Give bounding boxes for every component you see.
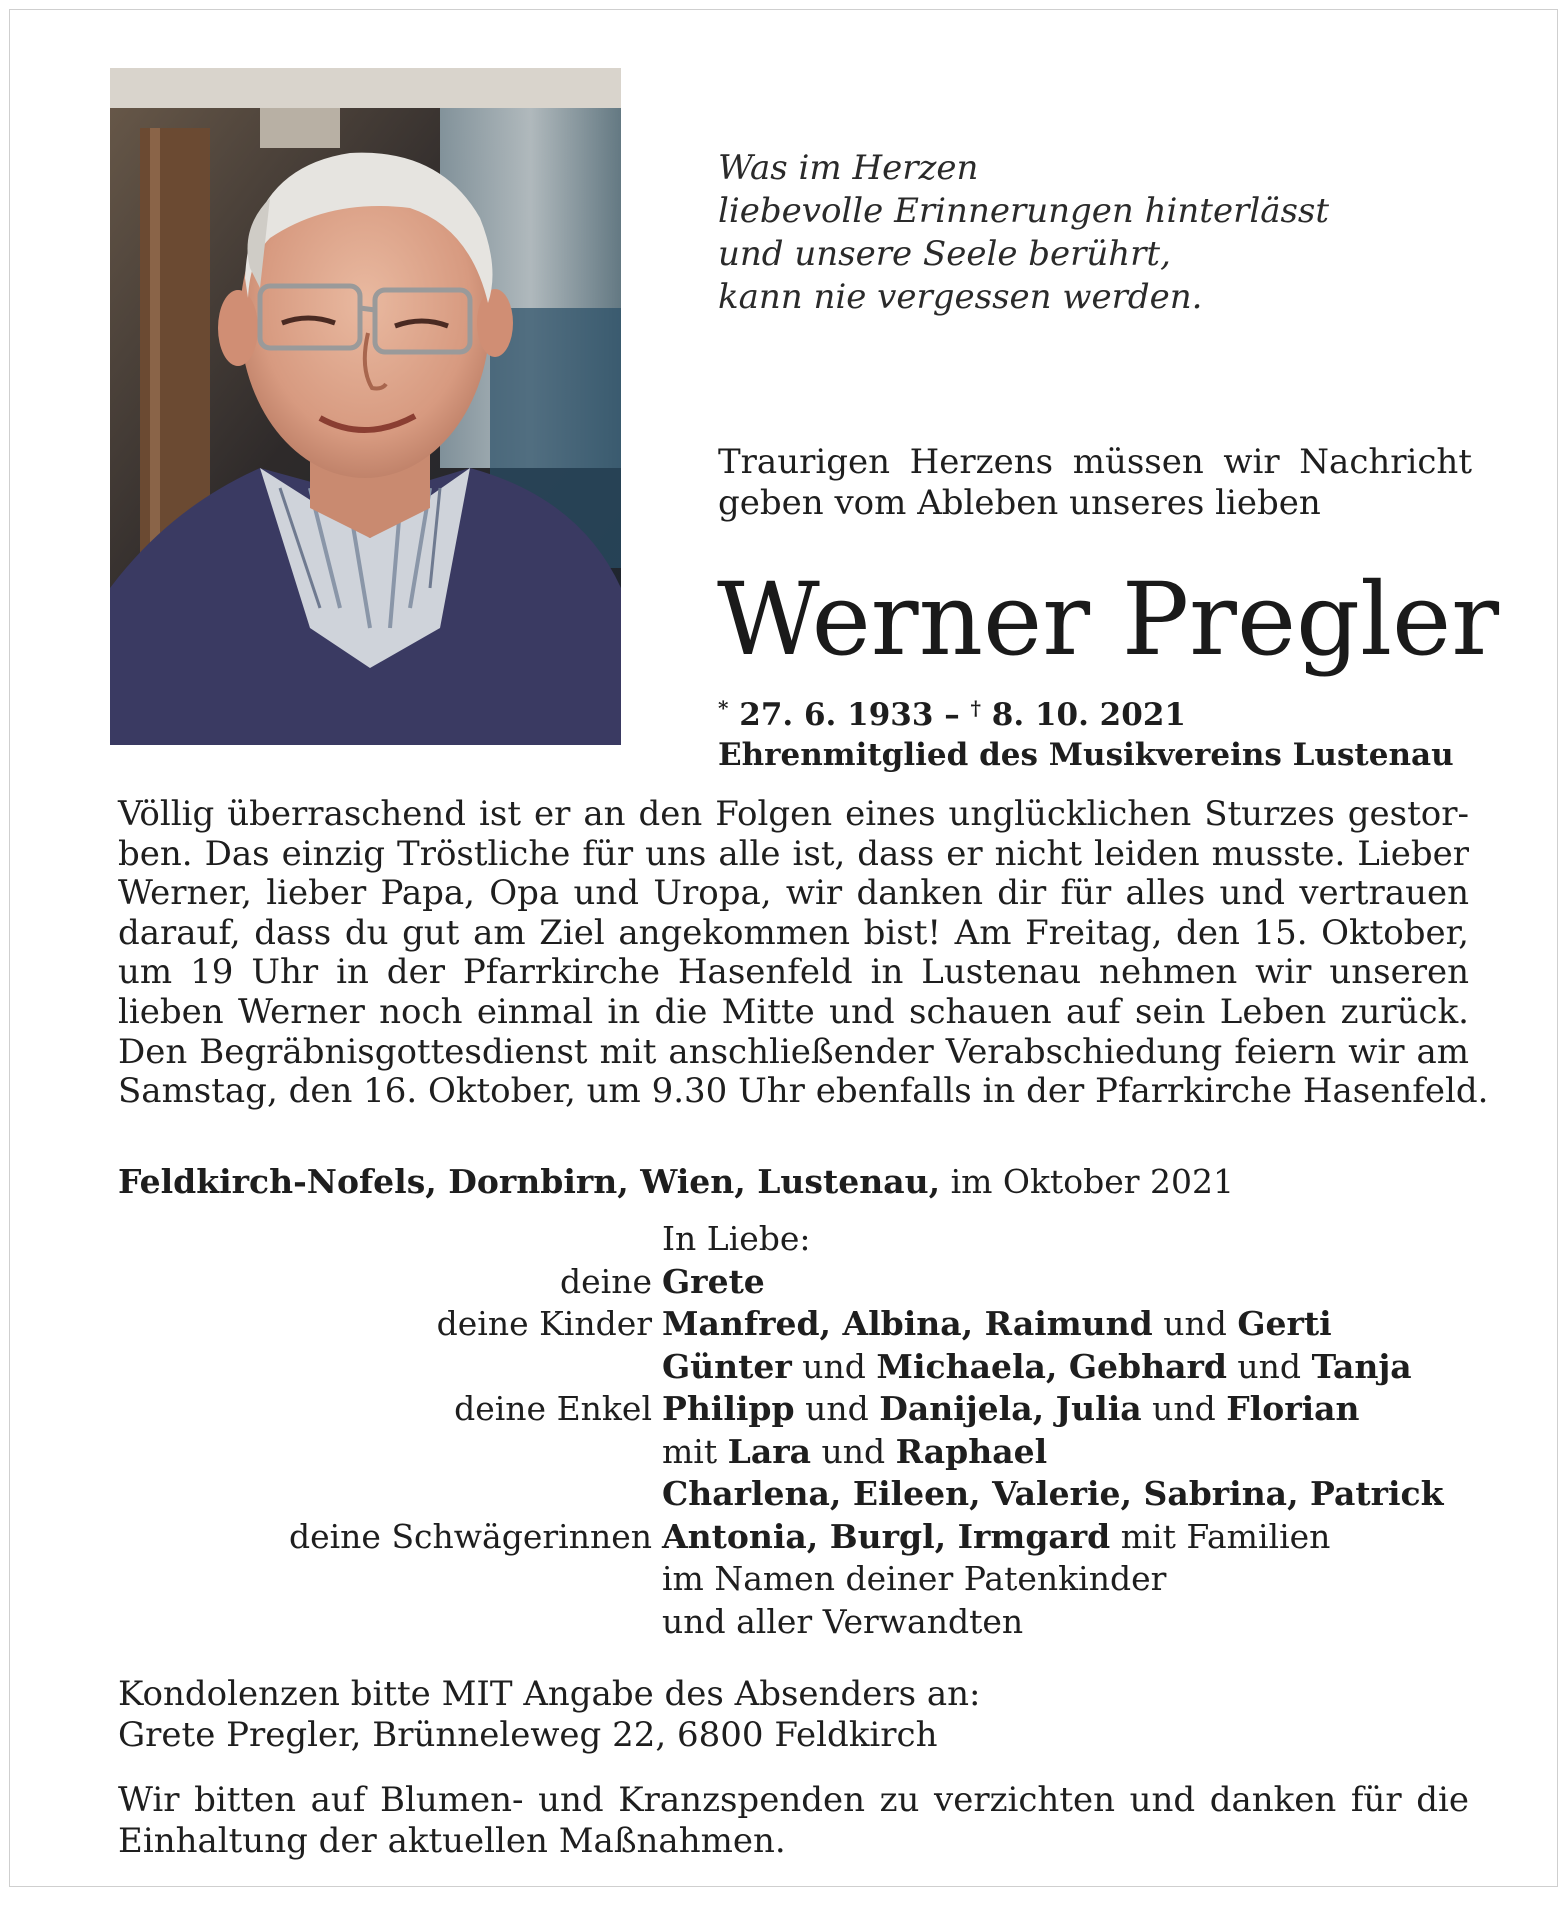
obituary-body xyxy=(118,794,1489,1112)
portrait-photo xyxy=(110,68,621,745)
honor-title: Ehrenmitglied des Musikvereins Lustenau xyxy=(718,737,1454,773)
family-members xyxy=(662,1431,1480,1474)
family-row xyxy=(110,1431,1480,1474)
member-name: Günter xyxy=(662,1346,792,1386)
family-relation-label xyxy=(110,1601,662,1644)
closing-line: Einhaltung der aktuellen Maßnahmen. xyxy=(118,1821,786,1861)
connector-text: im Namen deiner Patenkinder xyxy=(662,1559,1167,1598)
family-row xyxy=(110,1516,1480,1559)
body-line: ben. Das einzig Tröstliche für uns alle ist, dass er nicht leiden musste. Lieber xyxy=(118,833,1469,874)
family-members xyxy=(662,1601,1480,1644)
family-members xyxy=(662,1303,1480,1346)
connector-text: und xyxy=(794,1389,880,1428)
member-name: Gerti xyxy=(1237,1304,1332,1343)
member-name: Michaela, Gebhard xyxy=(876,1346,1227,1386)
birth-death-dates xyxy=(718,688,1518,735)
death-date: 8. 10. 2021 xyxy=(991,697,1186,733)
condolence-recipient: Grete Pregler, Brünneleweg 22, 6800 Feldkirch xyxy=(118,1715,938,1755)
date-dash: – xyxy=(944,697,960,733)
life-dates xyxy=(718,688,1518,775)
family-row xyxy=(110,1346,1480,1389)
body-line: Den Begräbnisgottesdienst mit anschließender Verabschiedung feiern wir am xyxy=(118,1031,1469,1072)
member-name: Grete xyxy=(662,1261,765,1301)
family-members xyxy=(662,1558,1480,1601)
intro-line: geben vom Ableben unseres lieben xyxy=(718,483,1321,523)
in-love-row xyxy=(110,1218,1480,1261)
place-and-date xyxy=(118,1162,1469,1202)
family-rows xyxy=(110,1261,1480,1644)
in-love-label: In Liebe: xyxy=(662,1219,811,1258)
family-relation-label xyxy=(110,1431,662,1474)
connector-text: und xyxy=(1152,1304,1238,1343)
birth-symbol: * xyxy=(718,696,729,720)
connector-text: mit Familien xyxy=(1110,1516,1331,1556)
birth-date: 27. 6. 1933 xyxy=(739,697,934,733)
member-name: Danijela, Julia xyxy=(879,1389,1142,1428)
family-relation-label xyxy=(110,1558,662,1601)
announcement-intro xyxy=(718,442,1472,524)
family-members xyxy=(662,1346,1480,1389)
body-line: Völlig überraschend ist er an den Folgen eines unglücklichen Sturzes gestor- xyxy=(118,794,1469,834)
death-symbol: † xyxy=(970,696,981,720)
member-name: Tanja xyxy=(1311,1346,1412,1386)
body-line: lieben Werner noch einmal in die Mitte und schauen auf sein Leben zurück. xyxy=(118,991,1469,1032)
member-name: Philipp xyxy=(662,1389,795,1428)
connector-text: mit xyxy=(662,1431,728,1471)
connector-text: und xyxy=(1141,1389,1227,1428)
family-members xyxy=(662,1388,1480,1431)
closing-line: Wir bitten auf Blumen- und Kranzspenden zu verzichten und danken für die xyxy=(118,1780,1469,1820)
family-relation-label: deine Enkel xyxy=(454,1389,652,1428)
connector-text: und xyxy=(810,1431,896,1471)
family-row xyxy=(110,1473,1480,1516)
motto-line: liebevolle Erinnerungen hinterlässt xyxy=(718,191,1330,231)
body-line: darauf, dass du gut am Ziel angekommen bist! Am Freitag, den 15. Oktober, xyxy=(118,912,1469,953)
connector-text: und aller Verwandten xyxy=(662,1601,1024,1641)
closing-note xyxy=(118,1780,1469,1862)
motto-line: Was im Herzen xyxy=(718,148,979,188)
member-name: Lara xyxy=(727,1431,811,1471)
family-relation-label xyxy=(110,1346,662,1389)
deceased-name: Werner Pregler xyxy=(717,561,1500,678)
body-line: Werner, lieber Papa, Opa und Uropa, wir danken dir für alles und vertrauen xyxy=(118,873,1469,914)
connector-text: und xyxy=(1226,1346,1312,1386)
family-row xyxy=(110,1601,1480,1644)
places: Feldkirch-Nofels, Dornbirn, Wien, Lustenau, xyxy=(118,1162,941,1201)
family-row xyxy=(110,1558,1480,1601)
family-relation-label: deine Kinder xyxy=(436,1304,652,1343)
motto-line: und unsere Seele berührt, xyxy=(718,234,1171,274)
family-relation-label: deine xyxy=(560,1261,652,1301)
member-name: Raphael xyxy=(895,1431,1048,1471)
family-row xyxy=(110,1303,1480,1346)
family-list xyxy=(110,1218,1480,1643)
family-row xyxy=(110,1261,1480,1304)
condolence-address xyxy=(118,1674,1469,1756)
body-line: Samstag, den 16. Oktober, um 9.30 Uhr ebenfalls in der Pfarrkirche Hasenfeld. xyxy=(118,1071,1489,1112)
family-row xyxy=(110,1388,1480,1431)
obituary-notice xyxy=(9,9,1558,1887)
motto-line: kann nie vergessen werden. xyxy=(718,277,1203,317)
member-name: Florian xyxy=(1226,1389,1360,1428)
family-relation-label xyxy=(110,1473,662,1516)
portrait-photo-icon xyxy=(110,68,621,745)
notice-date: im Oktober 2021 xyxy=(950,1162,1235,1201)
family-members xyxy=(662,1473,1480,1516)
member-name: Antonia, Burgl, Irmgard xyxy=(662,1516,1111,1556)
condolence-instruction: Kondolenzen bitte MIT Angabe des Absenders an: xyxy=(118,1674,981,1714)
family-members xyxy=(662,1516,1480,1559)
body-line: um 19 Uhr in der Pfarrkirche Hasenfeld in Lustenau nehmen wir unseren xyxy=(118,952,1469,993)
motto-poem xyxy=(718,147,1338,319)
member-name: Manfred, Albina, Raimund xyxy=(662,1304,1153,1343)
family-relation-label: deine Schwägerinnen xyxy=(288,1516,652,1556)
intro-line: Traurigen Herzens müssen wir Nachricht xyxy=(718,442,1472,482)
member-name: Charlena, Eileen, Valerie, Sabrina, Patrick xyxy=(662,1474,1444,1513)
family-members xyxy=(662,1261,1480,1304)
connector-text: und xyxy=(791,1346,877,1386)
